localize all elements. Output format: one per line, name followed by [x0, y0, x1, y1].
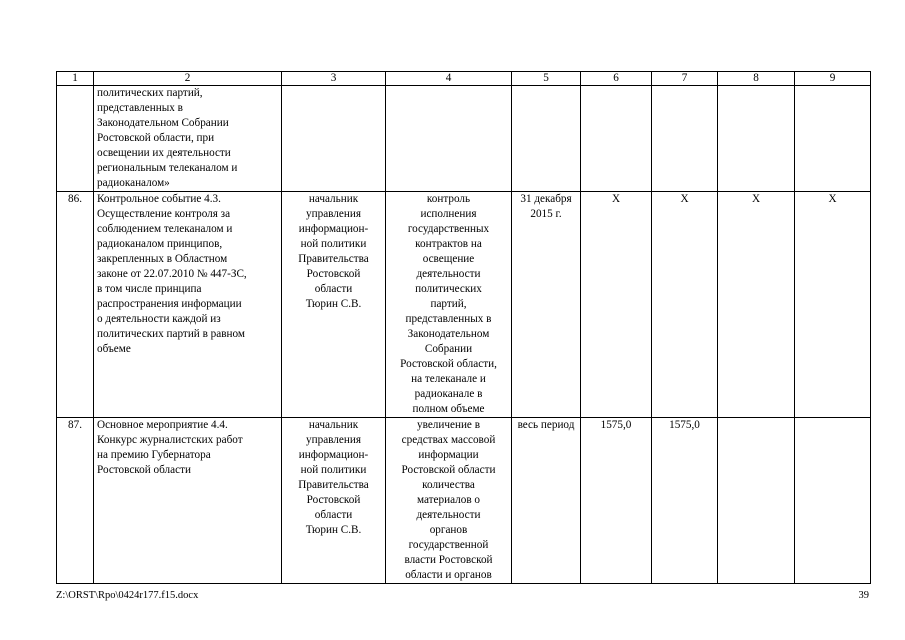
- header-col-9: 9: [795, 72, 871, 86]
- header-col-7: 7: [652, 72, 718, 86]
- header-col-3: 3: [282, 72, 386, 86]
- cell-responsible: [282, 86, 386, 192]
- header-col-6: 6: [581, 72, 652, 86]
- cell-deadline: весь период: [512, 418, 581, 584]
- header-col-2: 2: [94, 72, 282, 86]
- page-number: 39: [858, 590, 869, 601]
- cell-col6: Х: [581, 192, 652, 418]
- table-row-continuation: [57, 86, 871, 192]
- cell-col8: Х: [718, 192, 795, 418]
- cell-deadline: 31 декабря 2015 г.: [512, 192, 581, 418]
- cell-col6: 1575,0: [581, 418, 652, 584]
- cell-col6: [581, 86, 652, 192]
- cell-responsible: начальник управления информацион- ной политики Правительства Ростовской области Тюрин С.В.: [282, 192, 386, 418]
- cell-deadline: [512, 86, 581, 192]
- cell-col8: [718, 418, 795, 584]
- header-row: [57, 72, 871, 86]
- header-col-5: 5: [512, 72, 581, 86]
- cell-result: [386, 86, 512, 192]
- cell-col8: [718, 86, 795, 192]
- header-col-1: 1: [57, 72, 94, 86]
- cell-result: увеличение в средствах массовой информации Ростовской области количества материалов о деятельности органов государственной власти Ростовской области и органов: [386, 418, 512, 584]
- cell-col9: Х: [795, 192, 871, 418]
- cell-result: контроль исполнения государственных контрактов на освещение деятельности политических партий, представленных в Законодательном Собрании Ростовской области, на телеканале и радиоканале в полном объеме: [386, 192, 512, 418]
- table-row-87: [57, 418, 871, 584]
- header-col-8: 8: [718, 72, 795, 86]
- cell-responsible: начальник управления информацион- ной политики Правительства Ростовской области Тюрин С.В.: [282, 418, 386, 584]
- cell-col7: Х: [652, 192, 718, 418]
- cell-description: Контрольное событие 4.3. Осуществление контроля за соблюдением телеканалом и радиоканалом принципов, закрепленных в Областном законе от 22.07.2010 № 447-ЗС, в том числе принципа распространения информации о деятельности каждой из политических партий в равном объеме: [94, 192, 282, 418]
- cell-description: политических партий, представленных в Законодательном Собрании Ростовской области, при освещении их деятельности региональным телеканалом и радиоканалом»: [94, 86, 282, 192]
- cell-num: [57, 86, 94, 192]
- cell-col9: [795, 418, 871, 584]
- cell-col7: [652, 86, 718, 192]
- table-row-86: [57, 192, 871, 418]
- cell-col9: [795, 86, 871, 192]
- cell-num: 87.: [57, 418, 94, 584]
- cell-col7: 1575,0: [652, 418, 718, 584]
- footer-file-path: Z:\ORST\Rpo\0424r177.f15.docx: [56, 590, 199, 601]
- cell-description: Основное мероприятие 4.4. Конкурс журналистских работ на премию Губернатора Ростовской области: [94, 418, 282, 584]
- header-col-4: 4: [386, 72, 512, 86]
- budget-plan-table: [56, 71, 871, 584]
- cell-num: 86.: [57, 192, 94, 418]
